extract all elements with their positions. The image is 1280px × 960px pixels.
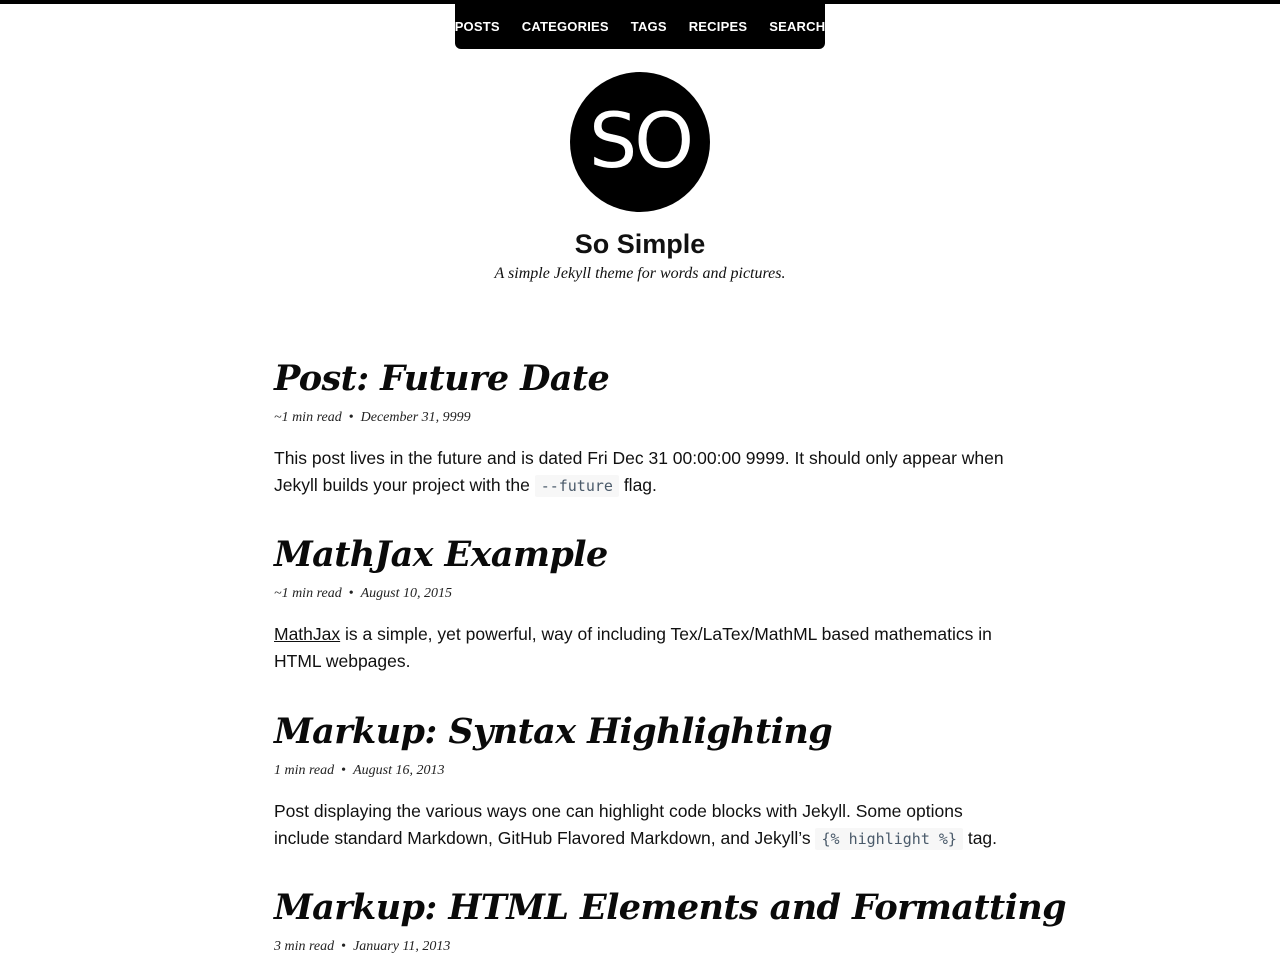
post-read-time: 1 min read [274,763,335,778]
inline-code: {% highlight %} [815,828,962,850]
post-title-link[interactable]: Markup: Syntax Highlighting [274,711,833,752]
mathjax-link[interactable]: MathJax [274,624,341,644]
excerpt-text: flag. [623,475,657,495]
post-excerpt [274,621,1014,675]
post-title [274,887,1066,929]
post-date: January 11, 2013 [353,939,451,954]
nav-categories-link[interactable]: CATEGORIES [521,19,609,34]
post-meta [274,585,1014,603]
site-logo-text: SO [588,95,692,185]
post-title [274,358,1014,400]
excerpt-text: Post displaying the various ways one can highlight code blocks with Jekyll. Some options include standard Markdown, GitHub Flavored Markdown, and Jekyll’s [274,801,963,848]
inline-code: --future [535,475,619,497]
post-meta [274,938,1014,956]
post-title [274,711,1014,753]
post-meta [274,762,1014,780]
post-read-time: ~1 min read [274,410,342,425]
post-excerpt [274,445,1014,500]
post-entry [274,711,1014,871]
excerpt-text: This post lives in the future and is dated Fri Dec 31 00:00:00 9999. It should only appear when Jekyll builds your project with the [274,448,1004,495]
post-excerpt [274,798,1014,853]
post-read-time: ~1 min read [274,586,342,601]
excerpt-text: tag. [967,828,998,848]
site-title[interactable]: So Simple [574,229,706,259]
post-title-link[interactable]: Post: Future Date [274,358,610,399]
site-description: A simple Jekyll theme for words and pictures. [494,265,786,282]
nav-recipes-link[interactable]: RECIPES [688,19,748,34]
main-navigation [455,4,825,49]
post-meta [274,409,1014,427]
post-entry [274,358,1014,518]
nav-tags-link[interactable]: TAGS [630,19,667,34]
site-logo[interactable] [570,72,710,212]
nav-posts-link[interactable]: POSTS [454,19,500,34]
post-title [274,534,1014,576]
post-read-time: 3 min read [274,939,335,954]
meta-separator: • [348,586,354,601]
post-entry [274,534,1014,693]
meta-separator: • [341,763,347,778]
post-entry [274,887,1066,956]
post-date: August 16, 2013 [353,763,445,778]
meta-separator: • [341,939,347,954]
nav-search-link[interactable]: SEARCH [769,19,826,34]
post-title-link[interactable]: Markup: HTML Elements and Formatting [274,887,1066,928]
post-date: August 10, 2015 [360,586,453,601]
excerpt-text: is a simple, yet powerful, way of including Tex/LaTex/MathML based mathematics in HTML webpages. [274,624,992,671]
post-date: December 31, 9999 [360,410,471,425]
post-title-link[interactable]: MathJax Example [274,534,608,575]
meta-separator: • [348,410,354,425]
